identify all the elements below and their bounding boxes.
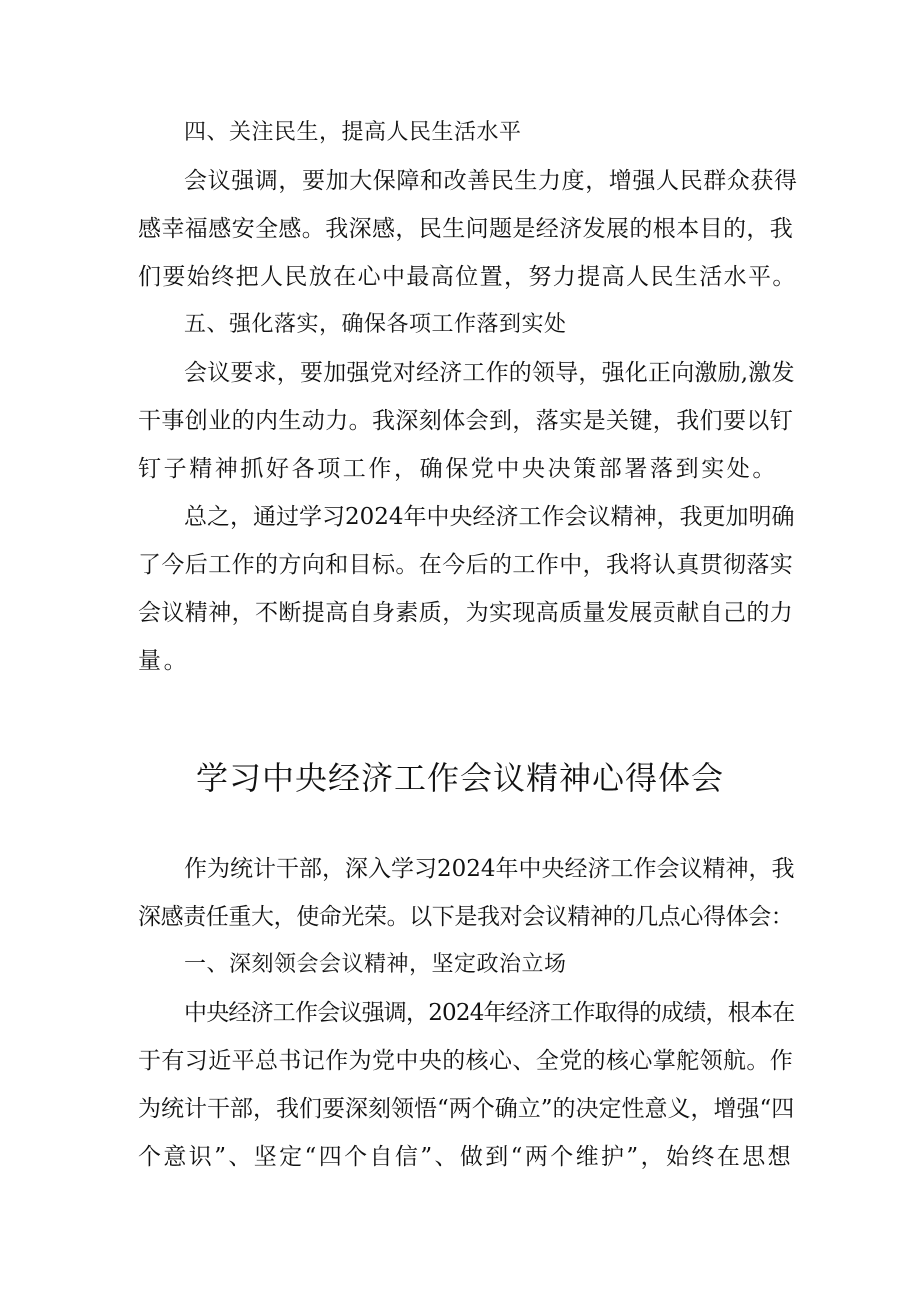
- section-4-line-3: 们要始终把人民放在心中最高位置，努力提高人民生活水平。: [138, 264, 797, 290]
- conclusion-line-3: 会议精神，不断提高自身素质，为实现高质量发展贡献自己的力: [138, 600, 794, 626]
- section-5-heading: 五、强化落实，确保各项工作落到实处: [184, 312, 567, 337]
- section-1-line-1: 中央经济工作会议强调，2024年经济工作取得的成绩，根本在: [184, 1000, 795, 1026]
- conclusion-line-2: 了今后工作的方向和目标。在今后的工作中，我将认真贯彻落实: [138, 552, 794, 578]
- section-4-line-1: 会议强调，要加大保障和改善民生力度，增强人民群众获得: [184, 168, 798, 194]
- section-1-line-4: 个意识”、坚定“四个自信”、做到“两个维护”，始终在思想: [138, 1144, 793, 1170]
- conclusion-line-1: 总之，通过学习2024年中央经济工作会议精神，我更加明确: [184, 504, 795, 530]
- section-4-line-2: 感幸福感安全感。我深感，民生问题是经济发展的根本目的，我: [138, 216, 794, 242]
- section-1-heading: 一、深刻领会会议精神，坚定政治立场: [184, 952, 567, 977]
- intro-line-1: 作为统计干部，深入学习2024年中央经济工作会议精神，我: [184, 856, 795, 882]
- section-5-line-1: 会议要求，要加强党对经济工作的领导，强化正向激励,激发: [184, 360, 795, 386]
- section-1-line-3: 为统计干部，我们要深刻领悟“两个确立”的决定性意义，增强“四: [138, 1096, 795, 1122]
- section-4-heading: 四、关注民生，提高人民生活水平: [184, 120, 522, 145]
- section-5-line-2: 干事创业的内生动力。我深刻体会到，落实是关键，我们要以钉: [138, 408, 794, 434]
- intro-line-2: 深感责任重大，使命光荣。以下是我对会议精神的几点心得体会：: [138, 904, 794, 930]
- conclusion-line-4: 量。: [138, 648, 190, 674]
- section-1-line-2: 于有习近平总书记作为党中央的核心、全党的核心掌舵领航。作: [138, 1048, 794, 1074]
- section-5-line-3: 钉子精神抓好各项工作，确保党中央决策部署落到实处。: [138, 456, 778, 482]
- article-title: 学习中央经济工作会议精神心得体会: [195, 759, 724, 797]
